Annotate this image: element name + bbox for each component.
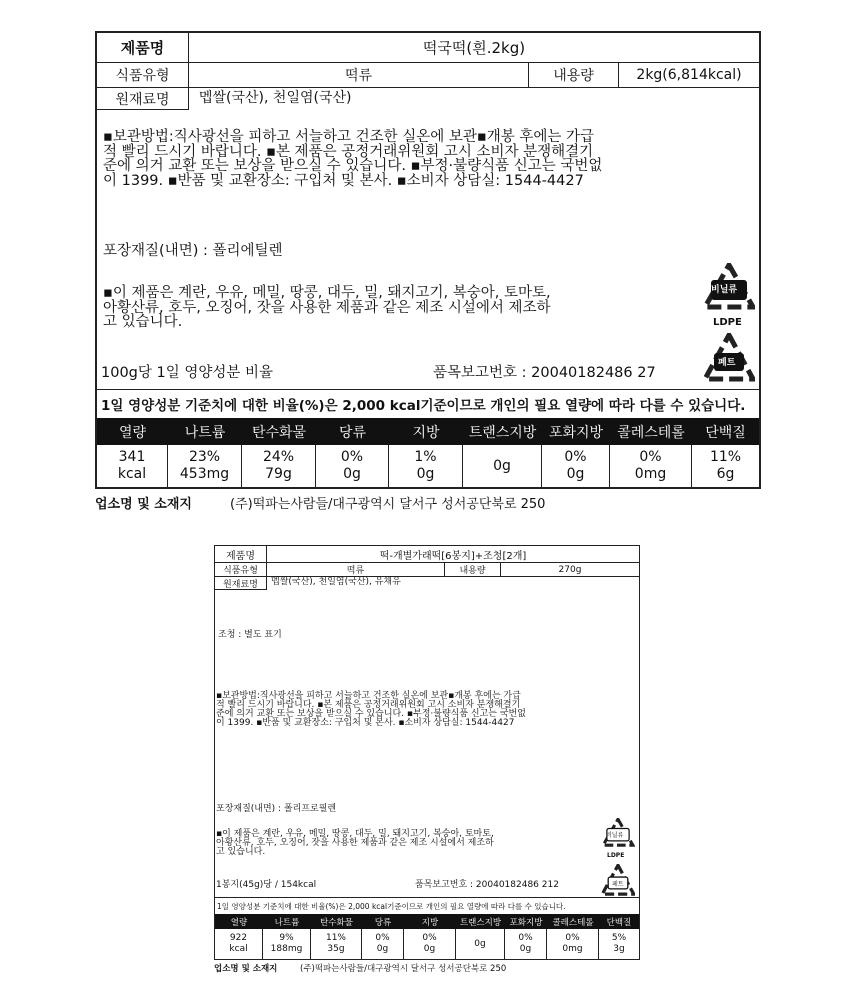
nutrition-basis: 100g당 1일 영양성분 비율: [101, 365, 273, 381]
notice-line: 적 빨리 드시기 바랍니다. ▪본 제품은 공정거래위원회 고시 소비자 분쟁해결기: [103, 143, 594, 160]
row-food-type: [215, 563, 639, 577]
nutrient-value: 0% 0g: [404, 929, 456, 959]
food-type: 떡류: [267, 563, 445, 576]
nutrient-value: 341 kcal: [97, 445, 168, 487]
nutrient-name: 콜레스테롤: [617, 424, 685, 441]
nutrient-name: 단백질: [606, 917, 632, 928]
food-type-label: 식품유형: [97, 63, 189, 87]
food-type: 떡류: [189, 63, 529, 87]
product-name: 떡-개별가래떡[6봉지]+조청[2개]: [379, 550, 527, 562]
daily-value-note: 1일 영양성분 기준치에 대한 비율(%)은 2,000 kcal기준이므로 개인의 필요 열량에 따라 다를 수 있습니다.: [97, 389, 759, 418]
allergy-line: ▪이 제품은 계란, 우유, 메밀, 땅콩, 대두, 밀, 돼지고기, 복숭아, 토마토,: [216, 829, 494, 839]
nutrient-name: 지방: [412, 424, 440, 441]
content-value: 270g: [558, 564, 582, 575]
nutrient-name: 단백질: [705, 424, 746, 441]
recycle-ldpe-label: LDPE: [713, 317, 742, 328]
footer-company: (주)떡파는사람들/대구광역시 달서구 성서공단북로 250: [230, 497, 546, 512]
recycle-ldpe-label: LDPE: [607, 852, 625, 859]
nutrient-value: 0% 0mg: [610, 445, 692, 487]
row-product-name: [97, 33, 759, 63]
daily-value-note: 1일 영양성분 기준치에 대한 비율(%)은 2,000 kcal기준이므로 개인의 필요 열량에 따라 다를 수 있습니다.: [215, 897, 639, 914]
nutrient-value: 1% 0g: [389, 445, 463, 487]
notice-line: ▪보관방법:직사광선을 피하고 서늘하고 건조한 실온에 보관▪개봉 후에는 가급: [103, 129, 595, 145]
content-value: 2kg(6,814kcal): [636, 67, 742, 83]
recycle-vinyl-label: 비닐류: [711, 285, 738, 295]
footer-label: 업소명 및 소재지: [95, 497, 192, 512]
nutrient-value: 0g: [456, 929, 505, 959]
nutrient-name: 트랜스지방: [468, 424, 537, 441]
nutrition-header: [215, 914, 639, 929]
notice-text: [103, 130, 602, 188]
nutrient-name: 탄수화물: [320, 917, 353, 928]
allergy-line: ▪이 제품은 계란, 우유, 메밀, 땅콩, 대두, 밀, 돼지고기, 복숭아, 토마토,: [103, 285, 551, 301]
nutrient-name: 탄수화물: [251, 424, 307, 441]
recycle-pet-label: 페트: [718, 358, 736, 368]
nutrient-value: 11% 35g: [311, 929, 362, 959]
notice-line: 이 1399. ▪반품 및 교환장소: 구입처 및 본사. ▪소비자 상담실: 1544-4427: [216, 718, 515, 728]
product-label-1: [95, 31, 761, 489]
nutrient-value: 0g: [463, 445, 542, 487]
row-food-type: [97, 63, 759, 88]
notice-line: 이 1399. ▪반품 및 교환장소: 구입처 및 본사. ▪소비자 상담실: 1544-4427: [103, 172, 584, 189]
row-product-name: [215, 546, 639, 563]
allergy-line: 고 있습니다.: [103, 314, 183, 330]
ingredients-value: 멥쌀(국산), 천일염(국산), 유채유: [271, 577, 401, 587]
nutrient-name: 열량: [230, 917, 248, 928]
nutrition-values: [215, 929, 639, 959]
nutrition-values: [97, 445, 759, 487]
nutrition-header: [97, 418, 759, 445]
footer-company: (주)떡파는사람들/대구광역시 달서구 성서공단북로 250: [300, 964, 507, 974]
ingredients-label: 원재료명: [215, 577, 267, 590]
allergy-line: 아황산류, 호두, 오징어, 잣을 사용한 제품과 같은 제조 시설에서 제조하: [216, 838, 494, 848]
ingredients-label: 원재료명: [97, 88, 189, 110]
report-number: 품목보고번호 : 20040182486 27: [433, 365, 656, 381]
product-name-label: 제품명: [215, 546, 267, 562]
nutrient-name: 나트륨: [274, 917, 300, 928]
recycle-vinyl-label: 비닐류: [606, 832, 624, 839]
nutrient-value: 24% 79g: [242, 445, 316, 487]
nutrition-basis: 1봉지(45g)당 / 154kcal: [216, 880, 317, 890]
nutrient-value: 9% 188mg: [263, 929, 311, 959]
ingredients-value: 멥쌀(국산), 천일염(국산): [199, 90, 352, 106]
nutrient-value: 0% 0g: [542, 445, 610, 487]
footer-label: 업소명 및 소재지: [214, 964, 278, 974]
nutrient-value: 0% 0g: [505, 929, 547, 959]
nutrient-name: 포화지방: [548, 424, 604, 441]
nutrient-value: 23% 453mg: [168, 445, 242, 487]
product-name-label: 제품명: [97, 33, 189, 62]
product-label-2: [214, 545, 640, 960]
allergy-text: [216, 830, 494, 857]
packaging-material: 포장재질(내면) : 폴리프로필렌: [216, 804, 337, 814]
food-type-label: 식품유형: [215, 563, 267, 576]
allergy-line: 아황산류, 호두, 오징어, 잣을 사용한 제품과 같은 제조 시설에서 제조하: [103, 299, 551, 316]
nutrient-name: 트랜스지방: [459, 917, 502, 928]
syrup-note: 조청 : 별도 표기: [218, 630, 282, 640]
report-number: 품목보고번호 : 20040182486 212: [415, 880, 559, 890]
notice-line: 준에 의거 교환 또는 보상을 받으실 수 있습니다. ▪부정·불량식품 신고는 국번없: [216, 709, 526, 719]
nutrient-name: 당류: [338, 424, 367, 441]
nutrient-name: 지방: [421, 917, 439, 928]
notice-line: 적 빨리 드시기 바랍니다. ▪본 제품은 공정거래위원회 고시 소비자 분쟁해결기: [216, 700, 521, 710]
nutrient-name: 나트륨: [184, 424, 226, 441]
nutrient-value: 5% 3g: [611, 933, 627, 954]
allergy-text: [103, 286, 551, 330]
nutrient-name: 당류: [374, 917, 392, 928]
nutrient-value: 922 kcal: [215, 929, 263, 959]
nutrient-name: 콜레스테롤: [552, 917, 594, 928]
nutrient-value: 0% 0mg: [547, 929, 599, 959]
allergy-line: 고 있습니다.: [216, 847, 266, 857]
product-name: 떡국떡(흰.2kg): [422, 39, 526, 57]
nutrient-value: 11% 6g: [709, 449, 742, 482]
notice-line: ▪보관방법:직사광선을 피하고 서늘하고 건조한 실온에 보관▪개봉 후에는 가급: [216, 691, 521, 701]
notice-line: 준에 의거 교환 또는 보상을 받으실 수 있습니다. ▪부정·불량식품 신고는 국번없: [103, 158, 603, 174]
nutrient-name: 포화지방: [509, 917, 543, 928]
nutrient-value: 0% 0g: [316, 445, 389, 487]
nutrient-name: 열량: [118, 424, 147, 441]
notice-text: [216, 692, 526, 728]
content-label: 내용량: [529, 63, 619, 87]
content-label: 내용량: [445, 563, 501, 576]
packaging-material: 포장재질(내면) : 폴리에틸렌: [103, 243, 283, 259]
nutrient-value: 0% 0g: [362, 929, 404, 959]
recycle-pet-label: 페트: [612, 881, 624, 888]
